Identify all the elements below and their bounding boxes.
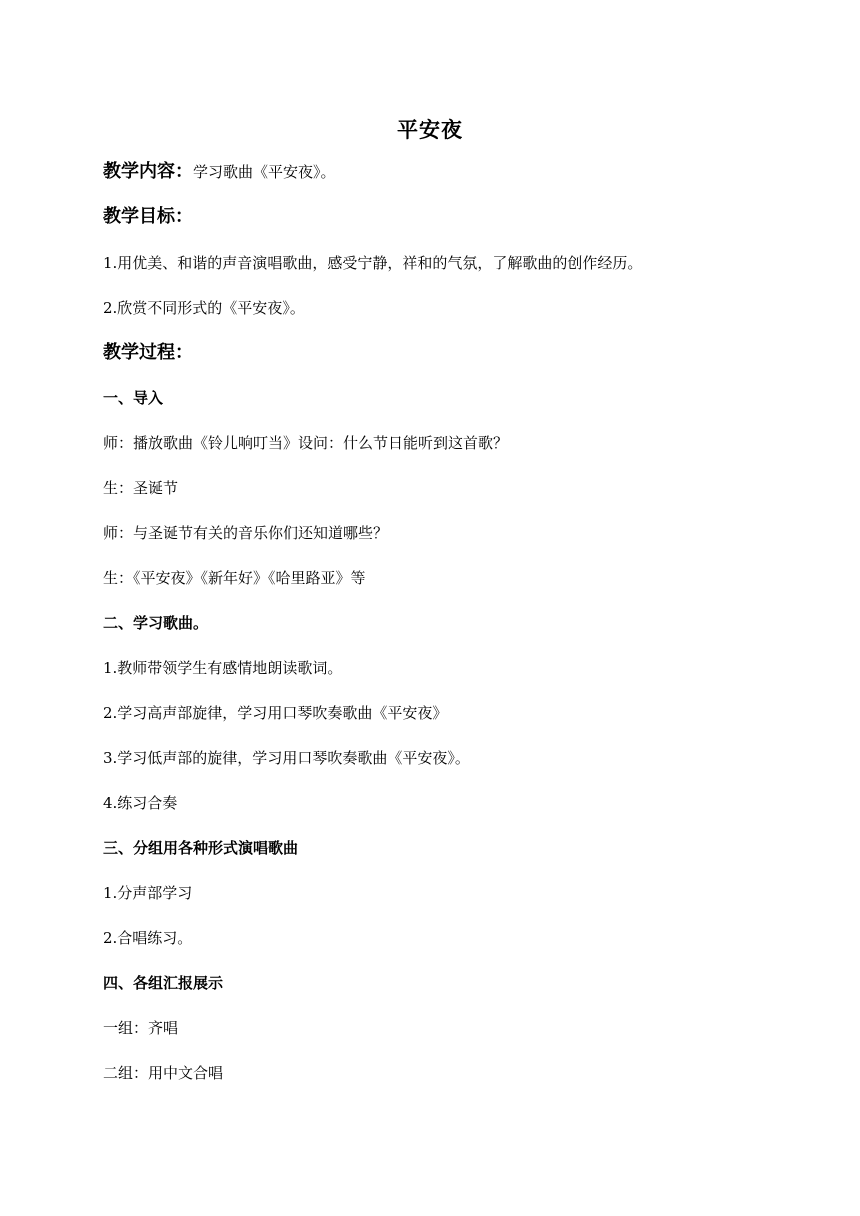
section-4-heading: 四、各组汇报展示 bbox=[103, 974, 224, 992]
teaching-content-line bbox=[103, 162, 336, 182]
section-4-line-2: 二组：用中文合唱 bbox=[103, 1064, 224, 1082]
goal-item-2: 2.欣赏不同形式的《平安夜》。 bbox=[103, 299, 305, 317]
teaching-content-text: 学习歌曲《平安夜》。 bbox=[193, 163, 336, 181]
section-1-heading: 一、导入 bbox=[103, 389, 164, 407]
section-1-line-2: 生：圣诞节 bbox=[103, 479, 179, 497]
section-1-line-1: 师：播放歌曲《铃儿响叮当》设问：什么节日能听到这首歌？ bbox=[103, 434, 509, 452]
section-2-line-2: 2.学习高声部旋律，学习用口琴吹奏歌曲《平安夜》 bbox=[103, 704, 448, 722]
section-3-line-1: 1.分声部学习 bbox=[103, 884, 193, 902]
section-4-line-1: 一组：齐唱 bbox=[103, 1019, 179, 1037]
section-2-line-4: 4.练习合奏 bbox=[103, 794, 178, 812]
section-2-line-1: 1.教师带领学生有感情地朗读歌词。 bbox=[103, 659, 343, 677]
section-1-line-3: 师：与圣诞节有关的音乐你们还知道哪些？ bbox=[103, 524, 389, 542]
page-title: 平安夜 bbox=[397, 117, 463, 142]
section-1-line-4: 生：《平安夜》《新年好》《哈里路亚》等 bbox=[103, 569, 366, 587]
goal-item-1: 1.用优美、和谐的声音演唱歌曲，感受宁静，祥和的气氛，了解歌曲的创作经历。 bbox=[103, 254, 643, 272]
goals-heading: 教学目标： bbox=[103, 206, 193, 227]
teaching-content-label: 教学内容： bbox=[103, 161, 193, 182]
process-heading: 教学过程： bbox=[103, 342, 193, 363]
section-2-line-3: 3.学习低声部的旋律，学习用口琴吹奏歌曲《平安夜》。 bbox=[103, 749, 470, 767]
section-2-heading: 二、学习歌曲。 bbox=[103, 614, 209, 632]
section-3-line-2: 2.合唱练习。 bbox=[103, 929, 193, 947]
section-3-heading: 三、分组用各种形式演唱歌曲 bbox=[103, 839, 299, 857]
